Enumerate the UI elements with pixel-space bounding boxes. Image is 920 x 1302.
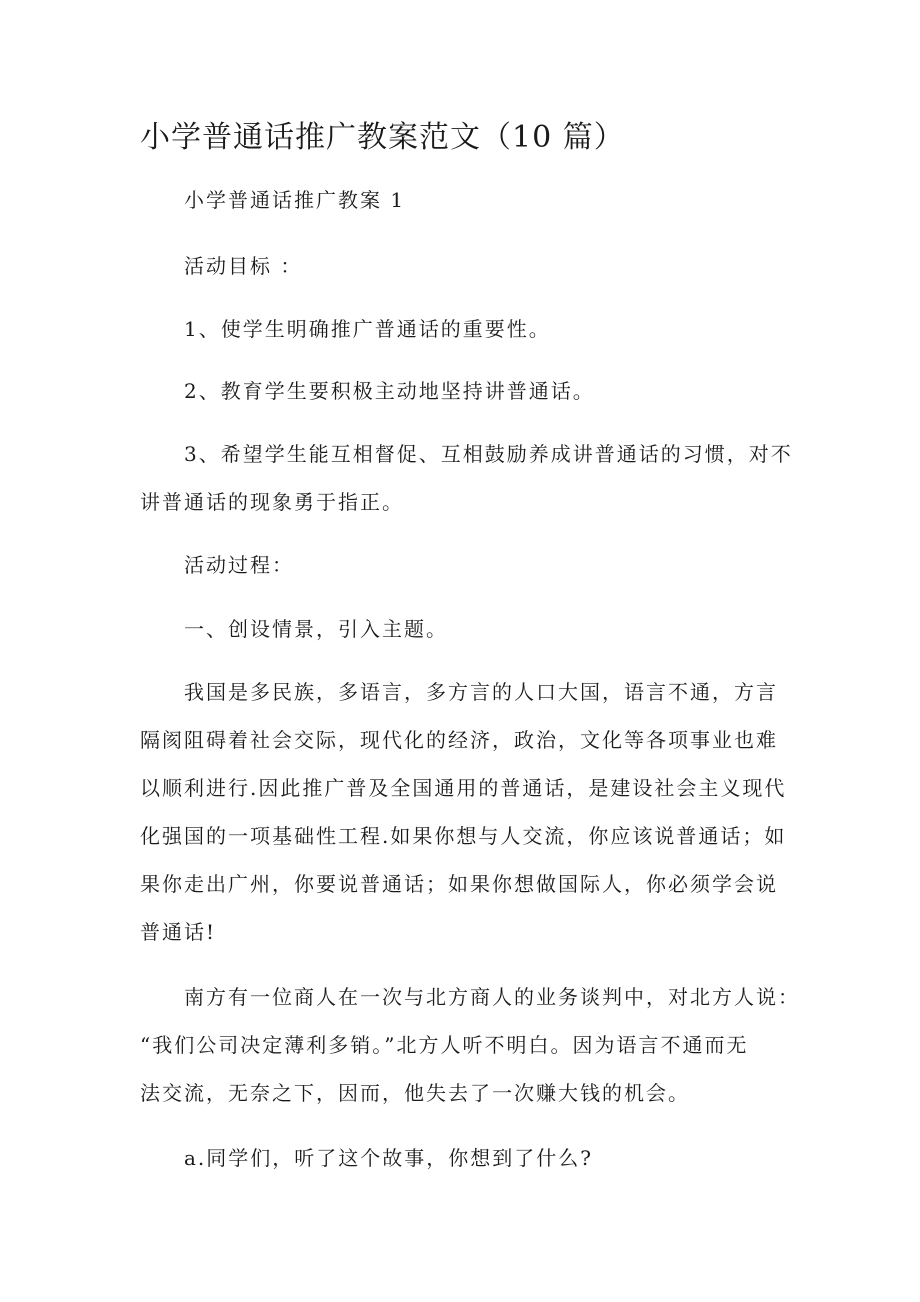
lesson-subtitle: 小学普通话推广教案 1 — [184, 188, 406, 212]
paragraph-1-line-3: 以顺利进行.因此推广普及全国通用的普通话，是建设社会主义现代 — [140, 776, 787, 800]
section-one-heading: 一、创设情景，引入主题。 — [184, 617, 448, 641]
paragraph-1-line-4: 化强国的一项基础性工程.如果你想与人交流，你应该说普通话；如 — [140, 824, 787, 848]
paragraph-2-line-2: “我们公司决定薄利多销。”北方人听不明白。因为语言不通而无 — [140, 1033, 749, 1057]
question-a: a.同学们，听了这个故事，你想到了什么? — [184, 1146, 594, 1170]
paragraph-1-line-1: 我国是多民族，多语言，多方言的人口大国，语言不通，方言 — [184, 680, 778, 704]
document-title: 小学普通话推广教案范文（10 篇） — [140, 120, 625, 155]
objective-item-3: 3、希望学生能互相督促、互相鼓励养成讲普通话的习惯，对不 — [184, 442, 793, 466]
objective-item-2: 2、教育学生要积极主动地坚持讲普通话。 — [184, 379, 595, 403]
paragraph-1-line-5: 果你走出广州，你要说普通话；如果你想做国际人，你必须学会说 — [140, 872, 778, 896]
objective-item-3-continued: 讲普通话的现象勇于指正。 — [140, 490, 404, 514]
objectives-heading: 活动目标 ： — [184, 254, 303, 278]
process-heading: 活动过程： — [184, 553, 294, 577]
paragraph-1-line-6: 普通话! — [140, 920, 217, 944]
paragraph-1-line-2: 隔阂阻碍着社会交际，现代化的经济，政治，文化等各项事业也难 — [140, 728, 778, 752]
paragraph-2-line-3: 法交流，无奈之下，因而，他失去了一次赚大钱的机会。 — [140, 1081, 690, 1105]
objective-item-1: 1、使学生明确推广普通话的重要性。 — [184, 317, 551, 341]
paragraph-2-line-1: 南方有一位商人在一次与北方商人的业务谈判中，对北方人说： — [184, 985, 800, 1009]
